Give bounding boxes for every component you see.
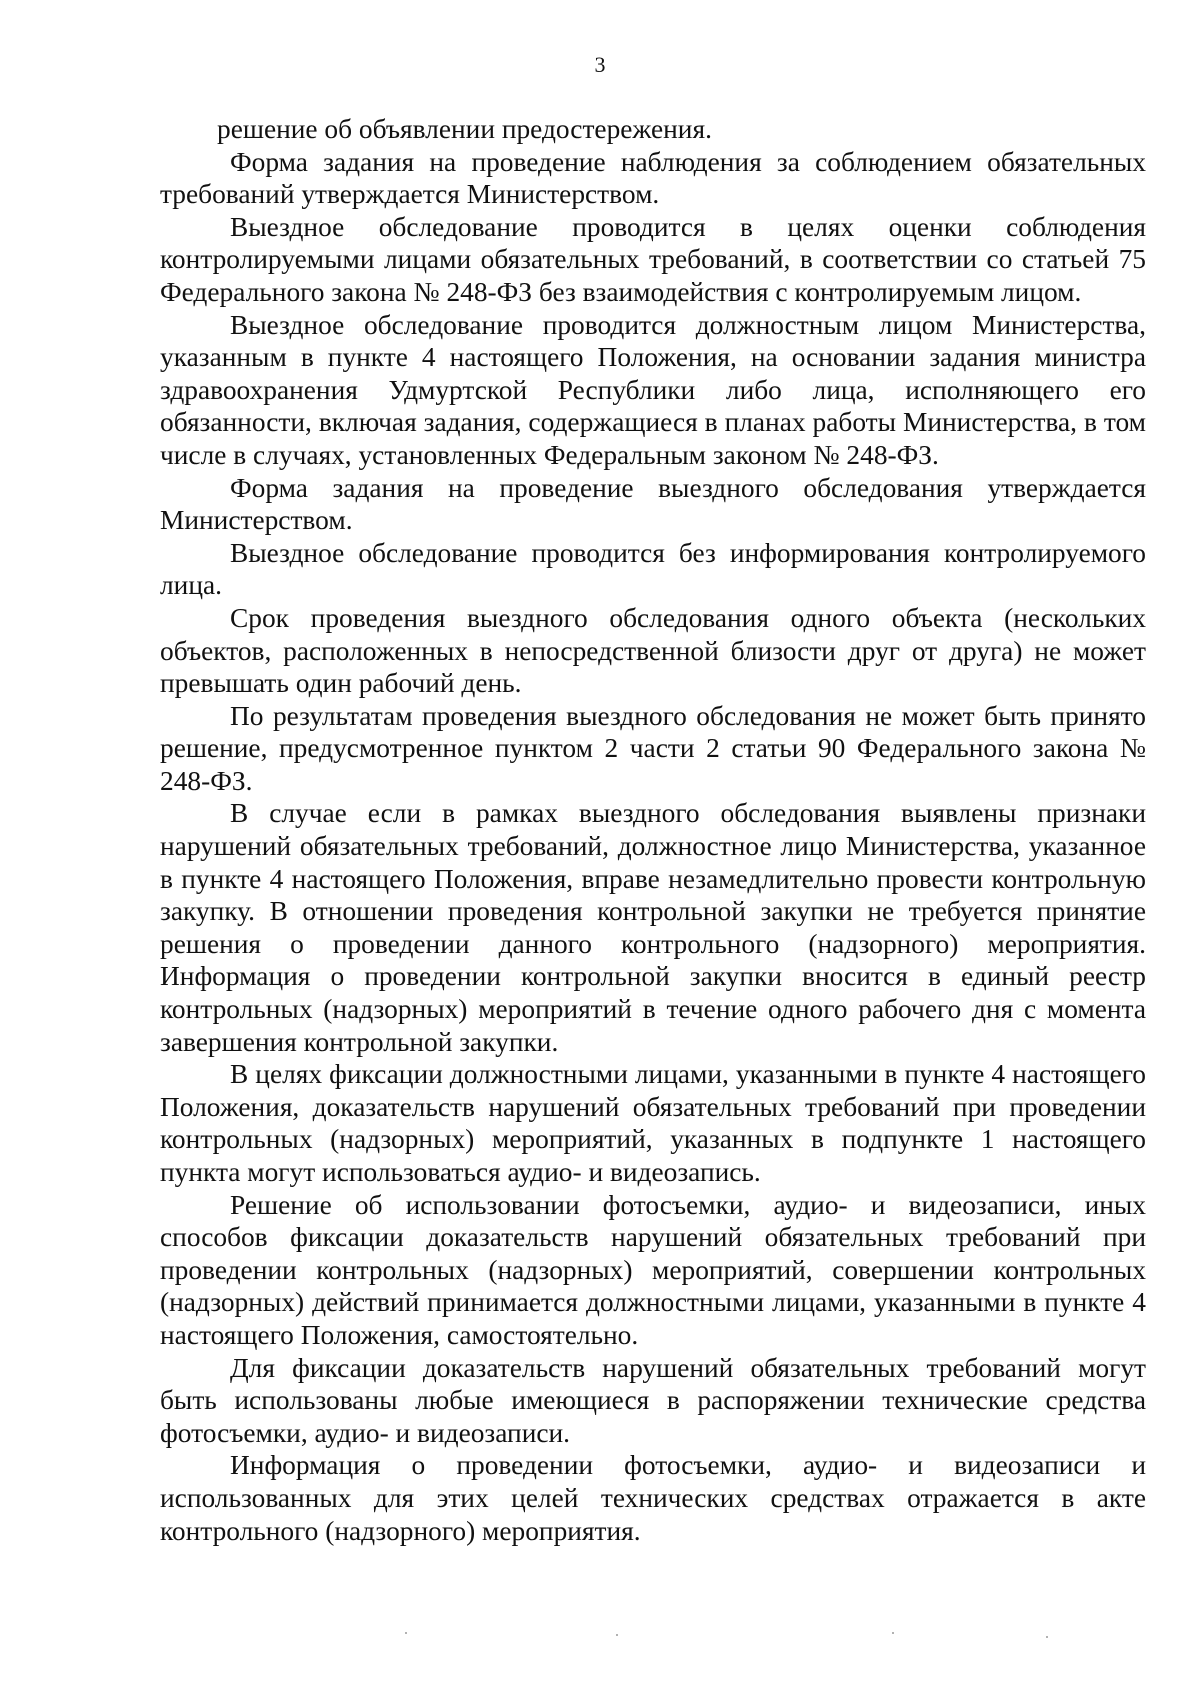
scan-artifact xyxy=(616,1634,618,1636)
scan-artifact xyxy=(892,1632,894,1634)
paragraph-12: Для фиксации доказательств нарушений обязательных требований могут быть использованы любые имеющиеся в распоряжении технические средства фотосъемки, аудио- и видеозаписи. xyxy=(160,1352,1146,1448)
document-body xyxy=(160,113,1146,1547)
paragraph-1: решение об объявлении предостережения. xyxy=(217,114,712,144)
paragraph-7: Срок проведения выездного обследования одного объекта (нескольких объектов, расположенных в непосредственной близости друг от друга) не может превышать один рабочий день. xyxy=(160,602,1146,699)
paragraph-10: В целях фиксации должностными лицами, указанными в пункте 4 настоящего Положения, доказательств нарушений обязательных требований при проведении контрольных (надзорных) мероприятий, указанных в подпункте 1 настоящего пункта могут использоваться аудио- и видеозапись. xyxy=(160,1059,1146,1187)
paragraph-9: В случае если в рамках выездного обследования выявлены признаки нарушений обязательных требований, должностное лицо Министерства, указанное в пункте 4 настоящего Положения, вправе незамедлительно провести контрольную закупку. В отношении проведения контрольной закупки не требуется принятие решения о проведении данного контрольного (надзорного) мероприятия. Информация о проведении контрольной закупки вносится в единый реестр контрольных (надзорных) мероприятий в течение одного рабочего дня с момента завершения контрольной закупки. xyxy=(160,798,1146,1057)
paragraph-4: Выездное обследование проводится должностным лицом Министерства, указанным в пункте 4 настоящего Положения, на основании задания министра здравоохранения Удмуртской Республики либо лица, исполняющего его обязанности, включая задания, содержащиеся в планах работы Министерства, в том числе в случаях, установленных Федеральным законом № 248-ФЗ. xyxy=(160,309,1146,470)
scan-artifact xyxy=(405,1632,407,1634)
paragraph-8: По результатам проведения выездного обследования не может быть принято решение, предусмотренное пунктом 2 части 2 статьи 90 Федерального закона № 248-ФЗ. xyxy=(160,700,1146,796)
page-number: 3 xyxy=(594,52,606,77)
paragraph-5: Форма задания на проведение выездного обследования утверждается Министерством. xyxy=(160,472,1146,536)
paragraph-2: Форма задания на проведение наблюдения за соблюдением обязательных требований утверждается Министерством. xyxy=(160,146,1146,210)
paragraph-3: Выездное обследование проводится в целях оценки соблюдения контролируемыми лицами обязательных требований, в соответствии со статьей 75 Федерального закона № 248-ФЗ без взаимодействия с контролируемым лицом. xyxy=(160,211,1146,307)
paragraph-13: Информация о проведении фотосъемки, аудио- и видеозаписи и использованных для этих целей технических средствах отражается в акте контрольного (надзорного) мероприятия. xyxy=(160,1450,1146,1546)
paragraph-11: Решение об использовании фотосъемки, аудио- и видеозаписи, иных способов фиксации доказательств нарушений обязательных требований при проведении контрольных (надзорных) мероприятий, совершении контрольных (надзорных) действий принимается должностными лицами, указанными в пункте 4 настоящего Положения, самостоятельно. xyxy=(160,1189,1146,1350)
paragraph-6: Выездное обследование проводится без информирования контролируемого лица. xyxy=(160,537,1146,601)
scan-artifact xyxy=(1046,1636,1048,1638)
